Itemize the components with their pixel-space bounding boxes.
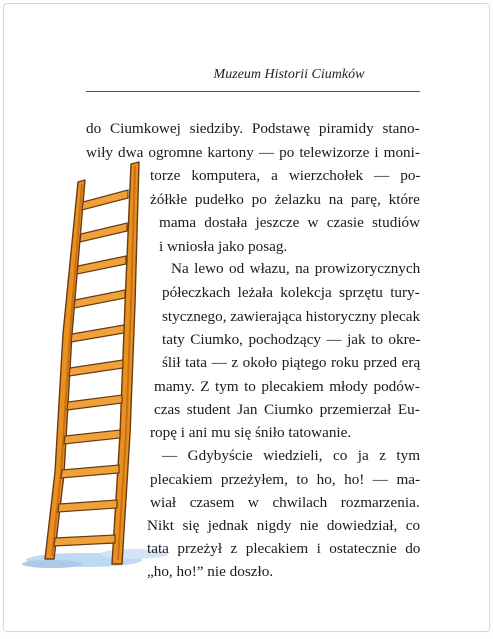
- text-line: czas student Jan Ciumko przemierzał Eu-: [154, 401, 420, 418]
- text-line: — Gdybyście wiedzieli, co ja z tym: [162, 447, 421, 464]
- text-line: mamy. Z tym to plecakiem młody podów-: [154, 378, 420, 395]
- text-line: wiły dwa ogromne kartony — po telewizorze i moni-: [86, 144, 420, 161]
- text-line: stycznego, zawierająca historyczny plecak: [162, 308, 421, 325]
- text-line: torze komputera, a wierzchołek — po-: [150, 167, 421, 184]
- text-line: „ho, ho!” nie doszło.: [147, 563, 274, 580]
- text-line: wiał czasem w chwilach rozmarzenia.: [150, 494, 420, 511]
- text-line: plecakiem przeżyłem, to ho, ho! — ma-: [150, 471, 421, 488]
- text-line: Na lewo od włazu, na prowizorycznych: [171, 260, 421, 277]
- text-line: tata przeżył z plecakiem i ostatecznie do: [147, 540, 421, 557]
- text-line: ślił tata — z około piątego roku przed erą: [162, 354, 421, 371]
- text-line: mama dostała jeszcze w czasie studiów: [159, 214, 421, 231]
- text-line: i wniosła jako posag.: [159, 238, 288, 255]
- text-line: ropę i ani mu się śniło tatowanie.: [150, 424, 352, 441]
- running-head: Muzeum Historii Ciumków: [213, 67, 365, 82]
- text-line: półeczkach leżała kolekcja sprzętu tury-: [162, 284, 420, 301]
- book-page: [3, 3, 490, 632]
- text-line: żółkłe pudełko po żelazku na parę, które: [150, 191, 420, 208]
- text-line: taty Ciumko, pochodzący — jak to okre-: [162, 331, 421, 348]
- text-line: Nikt się jednak nigdy nie dowiedział, co: [147, 517, 421, 534]
- text-line: do Ciumkowej siedziby. Podstawę piramidy stano-: [86, 120, 420, 137]
